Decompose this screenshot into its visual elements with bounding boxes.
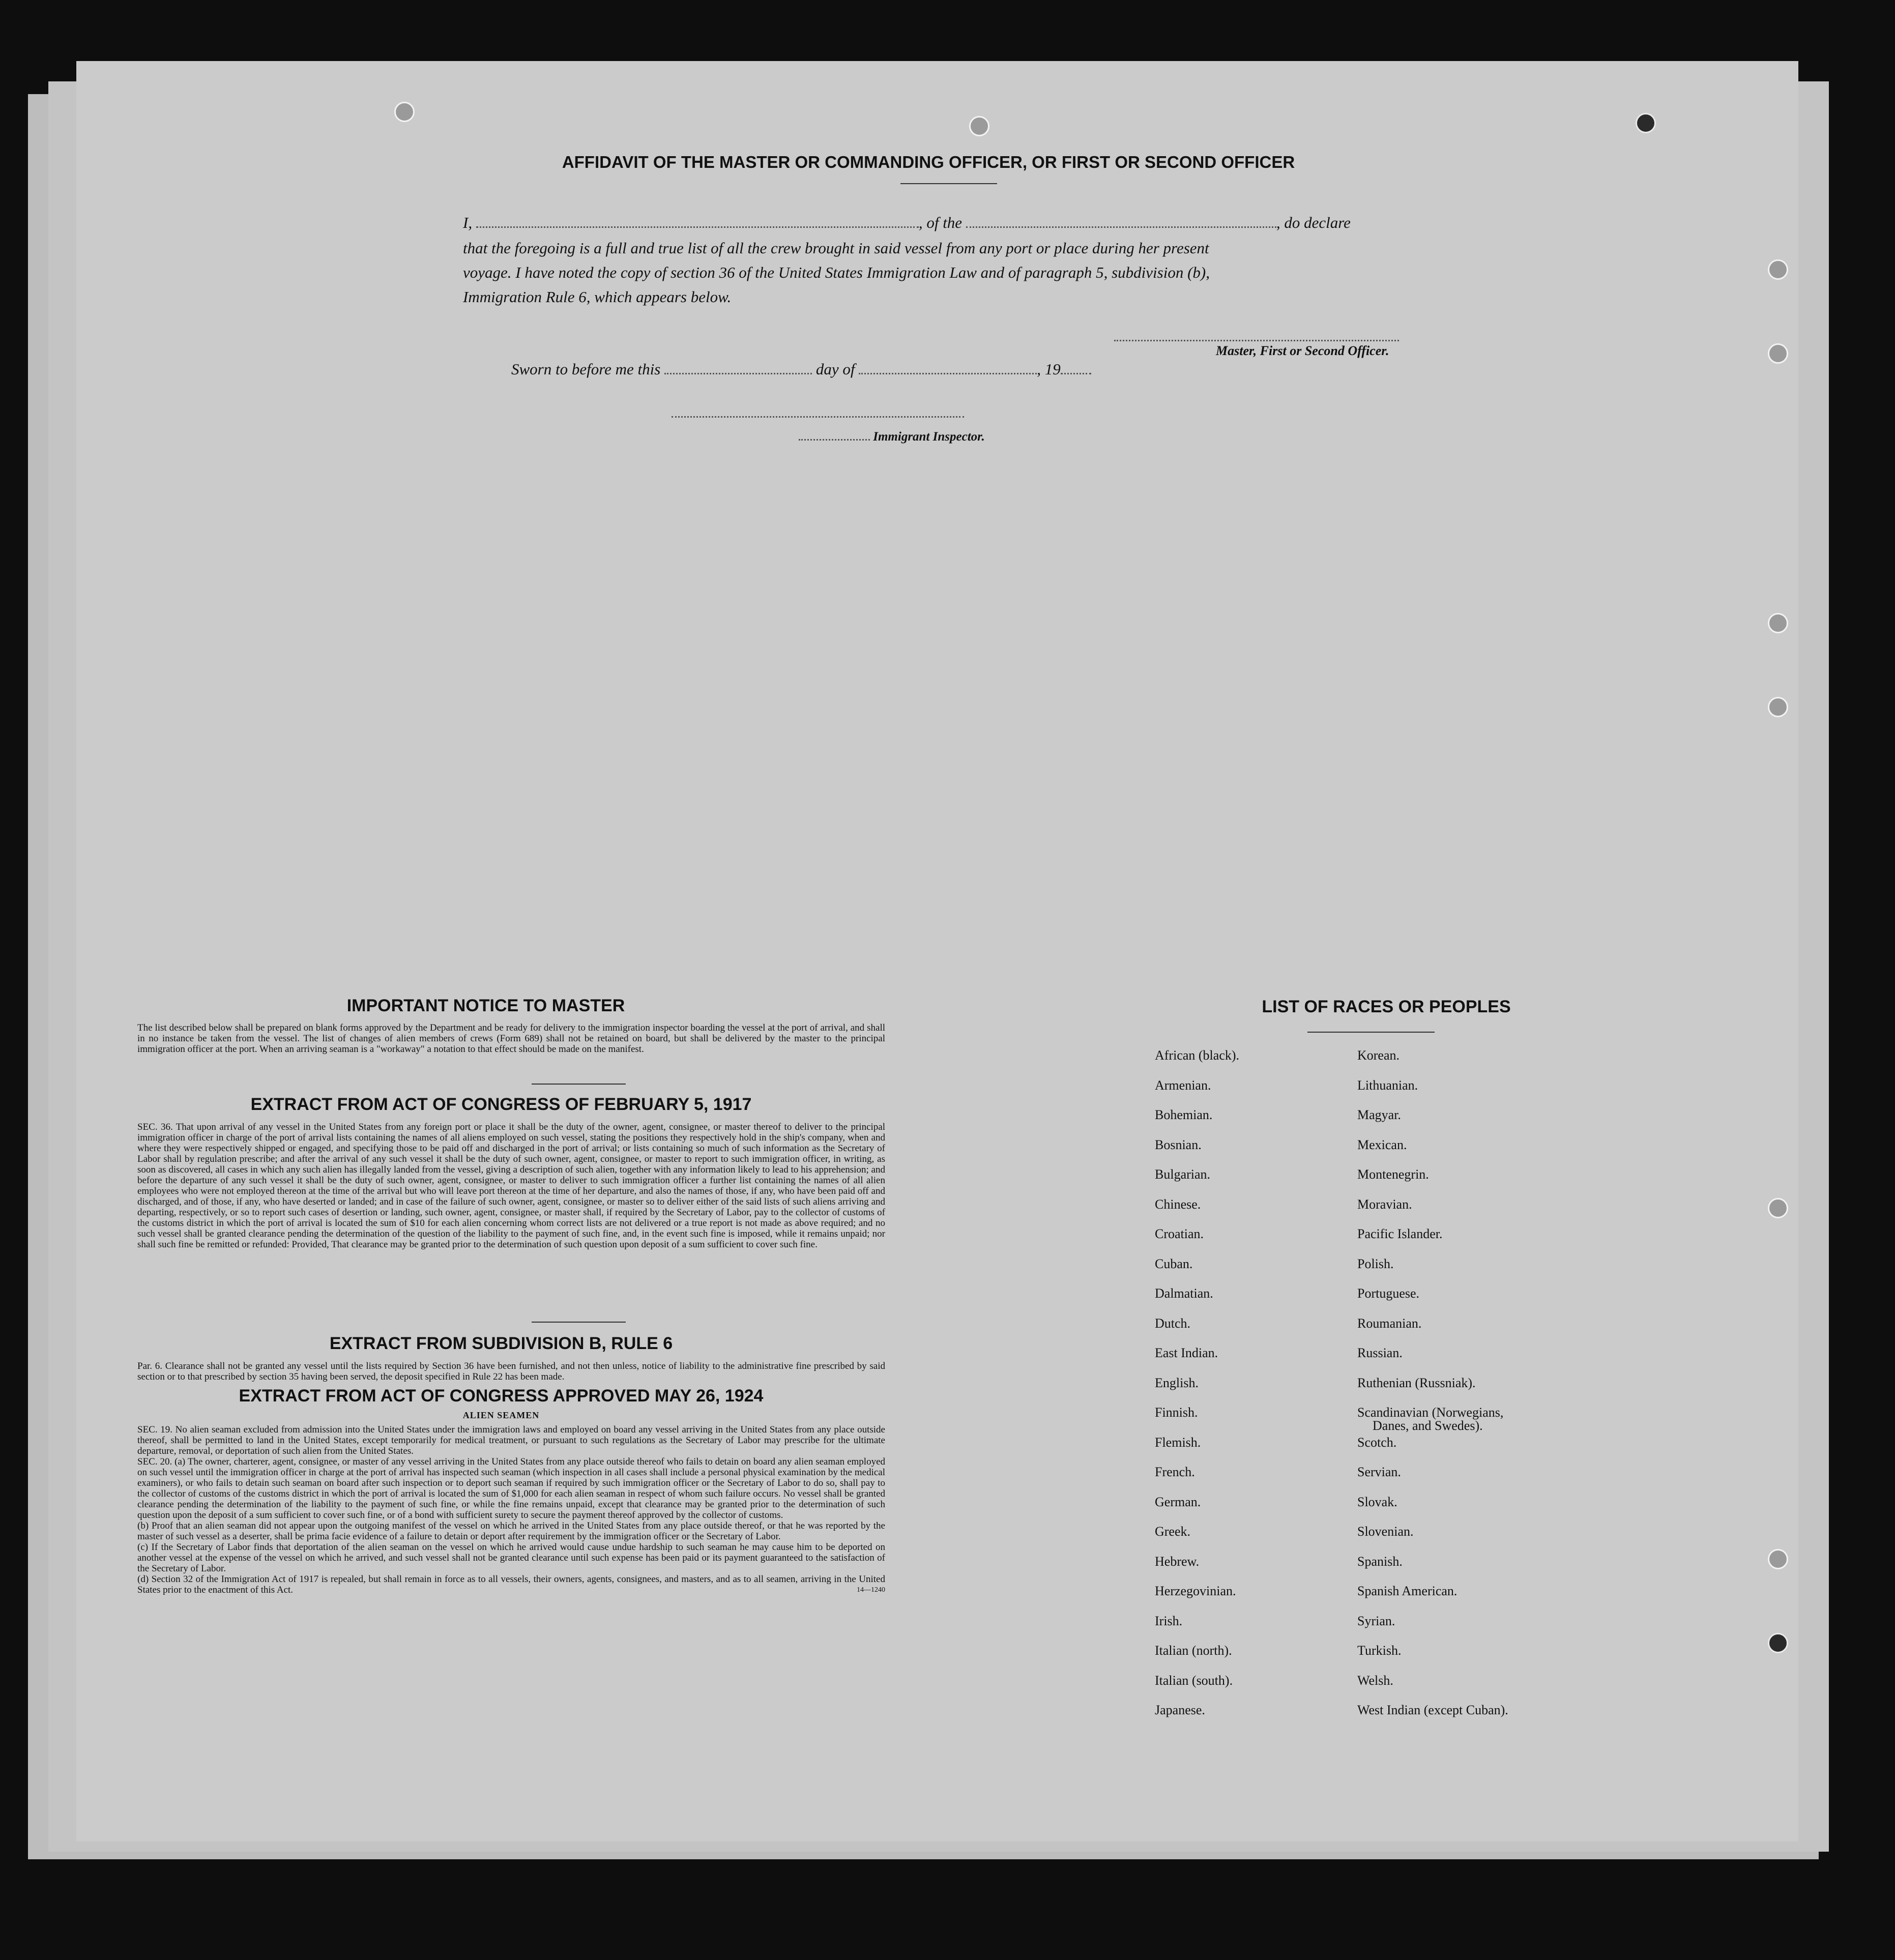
punch-hole: [1768, 613, 1788, 633]
race-item: Roumanian.: [1357, 1315, 1422, 1331]
races-title: LIST OF RACES OR PEOPLES: [1262, 997, 1511, 1016]
section-20c: (c) If the Secretary of Labor finds that deportation of the alien seaman on the vessel on which he arrived would cause undue hardship to such seaman he may cause him to be deported on another vessel at the expense of the vessel on which he arrived, and such vessel shall not be granted clearance until such expense has been paid or its payment guaranteed to the satisfaction of the Secretary of Labor.: [137, 1542, 885, 1574]
punch-hole: [1768, 1549, 1788, 1569]
affidavit-i: I,: [463, 214, 473, 231]
subdivision-title: EXTRACT FROM SUBDIVISION B, RULE 6: [329, 1334, 673, 1353]
race-item: Mexican.: [1357, 1137, 1407, 1152]
extract-1924-title: EXTRACT FROM ACT OF CONGRESS APPROVED MAY 26, 1924: [239, 1386, 764, 1406]
race-item: Magyar.: [1357, 1107, 1401, 1122]
signature-label: Master, First or Second Officer.: [1216, 343, 1389, 358]
sworn-day: day of: [815, 360, 855, 378]
notice-title: IMPORTANT NOTICE TO MASTER: [346, 996, 625, 1015]
title-divider: [900, 183, 997, 184]
punch-hole: [394, 102, 415, 122]
race-item: Polish.: [1357, 1256, 1394, 1271]
race-item: Slovenian.: [1357, 1524, 1414, 1539]
race-item: Japanese.: [1155, 1703, 1205, 1717]
day-blank: [664, 362, 812, 374]
race-item: Dalmatian.: [1155, 1286, 1213, 1301]
race-item: Spanish American.: [1357, 1584, 1457, 1598]
race-item: Irish.: [1155, 1613, 1183, 1628]
affidavit-line-3: voyage. I have noted the copy of section 36 of the United States Immigration Law and of paragraph 5, subdivision (b),: [463, 264, 1210, 281]
sworn-line: [511, 360, 1091, 378]
extract-1917-title: EXTRACT FROM ACT OF CONGRESS OF FEBRUARY 5, 1917: [250, 1095, 752, 1114]
punch-hole: [1636, 113, 1656, 133]
race-item: Herzegovinian.: [1155, 1584, 1236, 1598]
race-item: Spanish.: [1357, 1554, 1403, 1569]
race-item: Lithuanian.: [1357, 1077, 1418, 1093]
punch-hole: [1768, 343, 1788, 364]
race-item: Greek.: [1155, 1524, 1191, 1539]
form-number: 14—1240: [857, 1586, 885, 1594]
subdivision-body: Par. 6. Clearance shall not be granted any vessel until the lists required by Section 36 have been furnished, and not then unless, notice of liability to the administrative fine prescribed by said section or to that prescribed by section 35 having been served, the deposit specified in Rule 22 has been made.: [137, 1361, 885, 1382]
race-item: Hebrew.: [1155, 1554, 1200, 1569]
notice-body: The list described below shall be prepared on blank forms approved by the Department and be ready for delivery to the immigration inspector boarding the vessel at the port of arrival, and shall in no instance be taken from the vessel. The list of changes of alien members of crews (Form 689) shall not be retained on board, but shall be delivered by the master to the principal immigration officer at the port. When an arriving seaman is a "workaway" a notation to that effect should be made on the manifest.: [137, 1022, 885, 1055]
race-item: Pacific Islander.: [1357, 1226, 1443, 1241]
punch-hole: [1768, 697, 1788, 717]
section-divider: [532, 1084, 626, 1085]
race-item: Moravian.: [1357, 1196, 1412, 1212]
race-item: East Indian.: [1155, 1345, 1218, 1360]
race-item: African (black).: [1155, 1048, 1240, 1063]
race-item: Dutch.: [1155, 1315, 1191, 1331]
inspector-label: [799, 430, 985, 444]
year-blank: [1061, 362, 1091, 374]
race-item: Croatian.: [1155, 1226, 1204, 1241]
vessel-blank: [966, 215, 1276, 228]
extract-1917-body: SEC. 36. That upon arrival of any vessel in the United States from any foreign port or place it shall be the duty of the owner, agent, consignee, or master thereof to deliver to the principal immigration officer in charge of the port of arrival lists containing the names of all aliens employed on such vessel, stating the positions they respectively hold in the ship's company, when and where they were respectively shipped or engaged, and specifying those to be paid off and discharged in the port of arrival; or lists containing so much of such information as the Secretary of Labor shall by regulation prescribe; and after the arrival of any such vessel it shall be the duty of such owner, agent, consignee, or master to report to such immigration officer, in writing, as soon as discovered, all cases in which any such alien has illegally landed from the vessel, giving a description of such alien, together with any information likely to lead to his apprehension; and before the departure of any such vessel it shall be the duty of such owner, agent, consignee, or master to deliver to such immigration officer a further list containing the names of all alien employees who were not employed thereon at the time of the arrival but who will leave port thereon at the time of her departure, and also the names of those, if any, who have been paid off and discharged, and of those, if any, who have deserted or landed; and in case of the failure of such owner, agent, consignee, or master so to deliver either of the said lists of such aliens arriving and departing, respectively, or so to report such cases of desertion or landing, such owner, agent, consignee, or master shall, if required by the Secretary of Labor, pay to the collector of customs of the customs district in which the port of arrival is located the sum of $10 for each alien concerning whom correct lists are not delivered or a true report is not made as above required; and no such vessel shall be granted clearance pending the determination of the question of the liability to the payment of such fine, and, in the event such fine is imposed, while it remains unpaid; nor shall such fine be remitted or refunded: Provided, That clearance may be granted prior to the determination of such question upon deposit of a sum sufficient to cover such fine.: [137, 1122, 885, 1250]
race-item: Korean.: [1357, 1048, 1400, 1063]
race-item: German.: [1155, 1494, 1201, 1509]
inspector-signature-line: [672, 416, 964, 418]
punch-hole: [1768, 1198, 1788, 1218]
race-item: Bulgarian.: [1155, 1167, 1211, 1182]
race-item: Servian.: [1357, 1465, 1401, 1479]
race-item: Welsh.: [1357, 1673, 1393, 1688]
race-item: Ruthenian (Russniak).: [1357, 1375, 1476, 1390]
affidavit-line-2: that the foregoing is a full and true list of all the crew brought in said vessel from any port or place during her present: [463, 239, 1209, 257]
section-19: SEC. 19. No alien seaman excluded from admission into the United States under the immigration laws and employed on board any vessel arriving in the United States from any place outside thereof, shall be permitted to land in the United States, except temporarily for medical treatment, or pursuant to such regulations as the Secretary of Labor may prescribe for the ultimate departure, removal, or deportation of such alien from the United States.: [137, 1424, 885, 1456]
race-item: French.: [1155, 1465, 1195, 1479]
race-item: Slovak.: [1357, 1494, 1397, 1509]
race-item: Flemish.: [1155, 1435, 1201, 1450]
signature-line: [1114, 340, 1399, 341]
section-divider: [532, 1322, 626, 1323]
race-item: Portuguese.: [1357, 1286, 1420, 1301]
punch-hole: [969, 116, 989, 136]
sworn-year: , 19: [1037, 360, 1061, 378]
race-item: Scandinavian (Norwegians,: [1357, 1405, 1504, 1420]
race-item: Armenian.: [1155, 1077, 1211, 1093]
manifest-page: [76, 61, 1798, 1841]
race-item: Chinese.: [1155, 1196, 1201, 1212]
sworn-prefix: Sworn to before me this: [511, 360, 661, 378]
affidavit-title: AFFIDAVIT OF THE MASTER OR COMMANDING OFFICER, OR FIRST OR SECOND OFFICER: [562, 153, 1295, 171]
inspector-blank: [799, 432, 870, 441]
extract-1924-subtitle: ALIEN SEAMEN: [462, 1410, 540, 1420]
race-item: Russian.: [1357, 1345, 1403, 1360]
race-item: Syrian.: [1357, 1613, 1395, 1628]
extract-1924-body: [137, 1424, 885, 1595]
affidavit-declare: , do declare: [1276, 214, 1351, 231]
affidavit-of-the: , of the: [918, 214, 963, 231]
races-divider: [1307, 1032, 1435, 1033]
name-blank: [476, 215, 919, 228]
race-item: Italian (north).: [1155, 1643, 1232, 1658]
punch-hole: [1768, 259, 1788, 280]
race-item: Italian (south).: [1155, 1673, 1233, 1688]
race-item: Finnish.: [1155, 1405, 1198, 1420]
punch-hole: [1768, 1633, 1788, 1653]
affidavit-line-4: Immigration Rule 6, which appears below.: [463, 288, 732, 306]
race-item: West Indian (except Cuban).: [1357, 1703, 1508, 1717]
affidavit-line-1: [463, 214, 1531, 232]
race-item: Bohemian.: [1155, 1107, 1213, 1122]
race-item: Turkish.: [1357, 1643, 1402, 1658]
section-20d: (d) Section 32 of the Immigration Act of 1917 is repealed, but shall remain in force as to all vessels, their owners, agents, consignees, and masters, and as to all seamen, arriving in the United States prior to the enactment of this Act. 14—1240: [137, 1574, 885, 1595]
race-item: Montenegrin.: [1357, 1167, 1429, 1182]
race-item: Cuban.: [1155, 1256, 1193, 1271]
race-item: English.: [1155, 1375, 1199, 1390]
section-20a: SEC. 20. (a) The owner, charterer, agent, consignee, or master of any vessel arriving in the United States from any place outside thereof who fails to detain on board any alien seaman employed on such vessel until the immigration officer in charge at the port of arrival has inspected such seaman (which inspection in all cases shall include a personal physical examination by the medical examiners), or who fails to detain such seaman on board after such inspection or to deport such seaman if required by such immigration officer or the Secretary of Labor to do so, shall pay to the collector of customs of the customs district in which the port of arrival is located the sum of $1,000 for each alien seaman in respect of whom such failure occurs. No vessel shall be granted clearance pending the determination of the liability to the payment of such fine, or while the fine remains unpaid, except that clearance may be granted prior to the determination of such question upon the deposit of a sum sufficient to cover such fine, or of a bond with sufficient surety to secure the payment thereof approved by the collector of customs.: [137, 1456, 885, 1520]
month-blank: [859, 362, 1037, 374]
race-item-continuation: Danes, and Swedes).: [1373, 1418, 1483, 1433]
race-item: Scotch.: [1357, 1435, 1397, 1450]
section-20b: (b) Proof that an alien seaman did not appear upon the outgoing manifest of the vessel on which he arrived in the United States from any place outside thereof, or that he was reported by the master of such vessel as a deserter, shall be prima facie evidence of a failure to detain or deport after requirement by the immigration officer or the Secretary of Labor.: [137, 1520, 885, 1542]
race-item: Bosnian.: [1155, 1137, 1202, 1152]
inspector-label-text: Immigrant Inspector.: [873, 430, 985, 444]
